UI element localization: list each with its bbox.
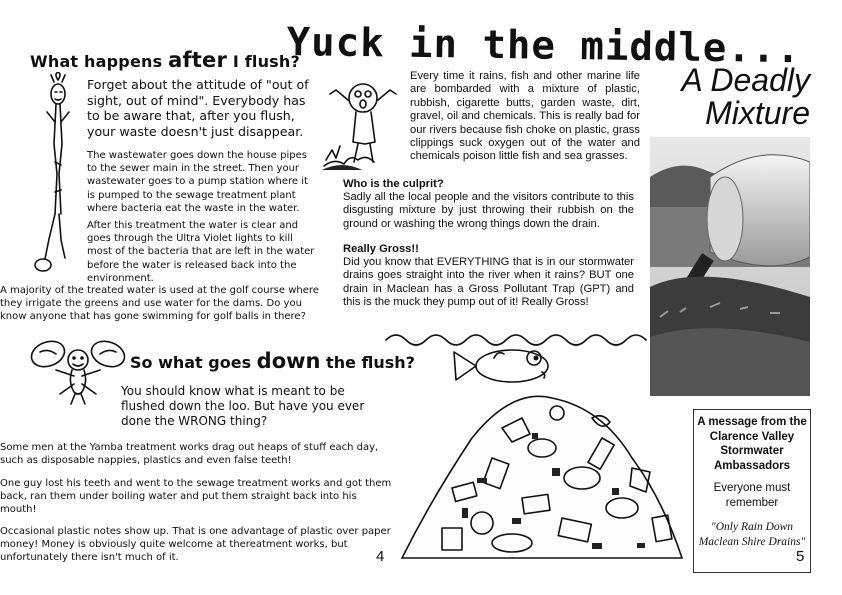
gross-paragraph: Did you know that EVERYTHING that is in our stormwater drains goes straight into the river when it rains? BUT one drain in Maclean has a Gross Pollutant Trap (GPT) and this is the muck they pump out of it! Really Gross! <box>343 256 634 309</box>
message-body: Everyone must remember <box>713 482 791 510</box>
paragraph-wastewater: The wastewater goes down the house pipes to the sewer main in the street. Then your wastewater goes to a pump station where it is pumped to the sewage treatment plant where bacteria eat the waste in the water. <box>87 150 308 214</box>
paragraph-golf-course: A majority of the treated water is used at the golf course where they irrigate the greens and use water for the dams. Do you know anyone that has gone swimming for golf balls in there? <box>0 285 319 323</box>
intro-text: Forget about the attitude of "out of sight, out of mind". Everybody has to be aware that, after you flush, your waste doesn't just disappear. <box>87 77 309 139</box>
shocked-person-illustration <box>318 70 408 175</box>
page-number-right: 5 <box>796 548 805 565</box>
heading-down-flush: So what goes down the flush? <box>130 349 415 373</box>
paragraph-plastic-notes: Occasional plastic notes show up. That is one advantage of plastic over paper money! Money is obviously quite welcome at thereatment works, but unfortunately there isn't much of it. <box>0 526 391 564</box>
heading-after-flush: What happens after I flush? <box>30 48 300 72</box>
fly-cartoon-illustration <box>28 336 128 408</box>
rains-paragraph: Every time it rains, fish and other marine life are bombarded with a mixture of plastic, rubbish, cigarette butts, garden waste, dirt, gravel, oil and chemicals. This is really bad for our rivers because fish choke on plastic, grass clippings suck oxygen out of the water and chemicals poison little fish and sea grasses. <box>410 70 640 163</box>
page-subtitle: A Deadly Mixture <box>681 62 810 131</box>
intro-text-2: You should know what is meant to be flushed down the loo. But have you ever done the WRONG thing? <box>121 384 365 428</box>
message-heading: A message from the Clarence Valley Stormwater Ambassadors <box>697 416 807 472</box>
page-number-left: 4 <box>376 548 385 565</box>
culprit-heading: Who is the culprit? <box>343 178 444 190</box>
message-quote: "Only Rain Down Maclean Shire Drains" <box>698 521 806 549</box>
stick-figure-illustration <box>28 72 84 287</box>
gross-heading: Really Gross!! <box>343 243 419 255</box>
paragraph-treatment: After this treatment the water is clear and goes through the Ultra Violet lights to kill most of the bacteria that are left in the water before the water is released back into the environment. <box>87 220 315 284</box>
rubbish-pile-fish-illustration <box>382 318 687 568</box>
culprit-paragraph: Sadly all the local people and the visitors contribute to this disgusting mixture by just throwing their rubbish on the ground or washing the wrong things down the drain. <box>343 191 634 230</box>
page-title: Yuck in the middle... <box>286 20 802 73</box>
ambassador-message-box <box>693 409 811 573</box>
paragraph-false-teeth: One guy lost his teeth and went to the sewage treatment works and got them back, ran them under boiling water and put them straight back into his mouth! <box>0 478 392 516</box>
paragraph-yamba: Some men at the Yamba treatment works drag out heaps of stuff each day, such as disposable nappies, plastics and even false teeth! <box>0 442 379 467</box>
